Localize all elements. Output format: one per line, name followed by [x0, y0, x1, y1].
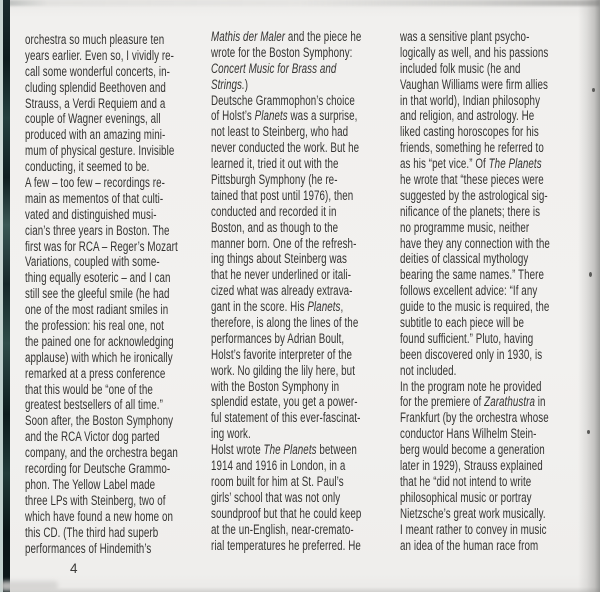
text-line: never conducted the work. But he	[211, 140, 360, 156]
text-line: subtitle to each piece will be	[400, 315, 525, 331]
text-line: with the Boston Symphony in	[211, 378, 340, 394]
text-line: mum of physical gesture. Invisible	[25, 143, 175, 159]
text-line: remarked at a press conference	[25, 365, 166, 381]
text-line: main as mementos of that culti-	[25, 190, 164, 206]
text-line: been discovered only in 1930, is	[400, 346, 543, 362]
scan-speck	[589, 272, 592, 277]
text-line: philosophical music or portray	[400, 489, 532, 505]
text-line: orchestra so much pleasure ten	[25, 32, 165, 47]
text-line: thing equally esoteric – and I can	[25, 270, 171, 286]
text-line: included folk music (he and	[400, 60, 521, 76]
text-line: Strauss, a Verdi Requiem and a	[25, 95, 166, 111]
text-line: later in 1929), Strauss explained	[400, 458, 543, 474]
text-line: conductor Hans Wilhelm Stein-	[400, 426, 537, 442]
text-line: wrote for the Boston Symphony:	[211, 44, 353, 60]
text-line: that he “did not intend to write	[400, 473, 532, 489]
text-line: the profession: his real one, not	[25, 318, 164, 334]
text-line: Holst’s favorite interpreter of the	[211, 346, 353, 362]
text-line: and the RCA Victor dog parted	[25, 429, 160, 445]
text-column-3	[400, 29, 571, 553]
text-line: that he never underlined or itali-	[211, 267, 352, 283]
text-line: therefore, is along the lines of the	[211, 315, 359, 331]
text-line: Concert Music for Brass and	[211, 60, 337, 76]
text-line: recording for Deutsche Grammo-	[25, 461, 171, 477]
text-line: performances of Hindemith’s	[25, 540, 152, 556]
text-line: cian’s three years in Boston. The	[25, 222, 170, 238]
page-number: 4	[70, 561, 78, 576]
text-line: that this would be “one of the	[25, 381, 153, 397]
text-line: learned it, tried it out with the	[211, 156, 339, 172]
text-line: A few – too few – recordings re-	[25, 175, 165, 191]
text-line: liked casting horoscopes for his	[400, 124, 539, 140]
text-line: Frankfurt (by the orchestra whose	[400, 410, 549, 426]
text-line: an idea of the human race from	[400, 537, 539, 553]
text-line: rial temperatures he preferred. He	[211, 537, 361, 553]
text-line: was a sensitive plant psycho-	[400, 29, 530, 44]
text-line: this CD. (The third had superb	[25, 524, 159, 540]
text-line: no programme music, neither	[400, 219, 530, 235]
text-column-2	[211, 29, 382, 553]
text-line: applause) with which he ironically	[25, 349, 173, 365]
text-line: in that world), Indian philosophy	[400, 92, 541, 108]
text-line: splendid estate, you get a power-	[211, 394, 358, 410]
text-line: cized what was already extrava-	[211, 283, 353, 299]
text-line: still see the gleeful smile (he had	[25, 286, 170, 302]
scan-edge-left-dark	[3, 0, 10, 592]
text-line: not least to Steinberg, who had	[211, 124, 349, 140]
text-line: friends, something he referred to	[400, 140, 544, 156]
scan-speck	[587, 430, 590, 434]
text-line: ing things about Steinberg was	[211, 251, 348, 267]
text-line: as his “pet vice.” Of The Planets	[400, 156, 542, 172]
text-line: girls’ school that was not only	[211, 489, 341, 505]
scan-smudge-bottom-left	[0, 581, 58, 591]
scan-shade-right	[578, 0, 600, 592]
text-line: guide to the music is required, the	[400, 299, 550, 315]
text-column-1	[25, 32, 196, 556]
text-line: berg would become a generation	[400, 442, 545, 458]
text-line: for the premiere of Zarathustra in	[400, 394, 546, 410]
text-line: soundproof but that he could keep	[211, 505, 362, 521]
text-line: Soon after, the Boston Symphony	[25, 413, 174, 429]
text-line: have they any connection with the	[400, 235, 550, 251]
text-line: Nietzsche’s great work musically.	[400, 505, 546, 521]
text-line: years earlier. Even so, I vividly re-	[25, 47, 175, 63]
text-line: manner born. One of the refresh-	[211, 235, 357, 251]
scan-edge-top	[0, 0, 600, 6]
text-line: I meant rather to convey in music	[400, 521, 547, 537]
text-line: produced with an amazing mini-	[25, 127, 166, 143]
text-line: at the un-English, near-cremato-	[211, 521, 354, 537]
scan-speck	[592, 88, 595, 92]
text-line: work. No gilding the lily here, but	[211, 362, 355, 378]
text-line: nificance of the planets; there is	[400, 203, 541, 219]
text-line: call some wonderful concerts, in-	[25, 63, 170, 79]
text-line: Strings.)	[211, 76, 249, 92]
text-line: of Holst’s Planets was a surprise,	[211, 108, 358, 124]
scan-edge-bottom	[0, 587, 600, 592]
text-line: room built for him at St. Paul’s	[211, 473, 344, 489]
text-line: deities of classical mythology	[400, 251, 529, 267]
text-line: three LPs with Steinberg, two of	[25, 492, 166, 508]
text-line: not included.	[400, 362, 457, 378]
text-line: which have found a new home on	[25, 508, 174, 524]
text-line: logically as well, and his passions	[400, 44, 549, 60]
text-line: Boston, and as though to the	[211, 219, 339, 235]
text-line: ing work.	[211, 426, 251, 442]
text-line: the pained one for acknowledging	[25, 333, 174, 349]
text-line: ful statement of this ever-fascinat-	[211, 410, 361, 426]
text-line: phon. The Yellow Label made	[25, 476, 156, 492]
text-line: tained that post until 1976), then	[211, 187, 354, 203]
text-line: cluding splendid Beethoven and	[25, 79, 166, 95]
text-line: and religion, and astrology. He	[400, 108, 535, 124]
text-line: one of the most radiant smiles in	[25, 302, 169, 318]
text-line: Holst wrote The Planets between	[211, 442, 357, 458]
text-line: Mathis der Maler and the piece he	[211, 29, 362, 44]
text-line: conducting, it seemed to be.	[25, 159, 150, 175]
text-line: conducted and recorded it in	[211, 203, 337, 219]
text-line: he wrote that “these pieces were	[400, 172, 544, 188]
text-line: follows excellent advice: “If any	[400, 283, 538, 299]
text-line: couple of Wagner evenings, all	[25, 111, 161, 127]
text-line: 1914 and 1916 in London, in a	[211, 458, 346, 474]
text-line: Variations, coupled with some-	[25, 254, 160, 270]
text-line: performances by Adrian Boult,	[211, 330, 345, 346]
text-line: vated and distinguished musi-	[25, 206, 157, 222]
text-line: In the program note he provided	[400, 378, 542, 394]
text-line: company, and the orchestra began	[25, 445, 178, 461]
text-line: greatest bestsellers of all time.”	[25, 397, 163, 413]
text-line: found sufficient.” Pluto, having	[400, 330, 534, 346]
text-line: gant in the score. His Planets,	[211, 299, 344, 315]
text-line: Vaughan Williams were firm allies	[400, 76, 548, 92]
text-line: first was for RCA – Reger’s Mozart	[25, 238, 178, 254]
text-line: suggested by the astrological sig-	[400, 187, 548, 203]
text-line: Deutsche Grammophon’s choice	[211, 92, 355, 108]
text-line: Pittsburgh Symphony (he re-	[211, 172, 338, 188]
text-line: bearing the same names.” There	[400, 267, 544, 283]
